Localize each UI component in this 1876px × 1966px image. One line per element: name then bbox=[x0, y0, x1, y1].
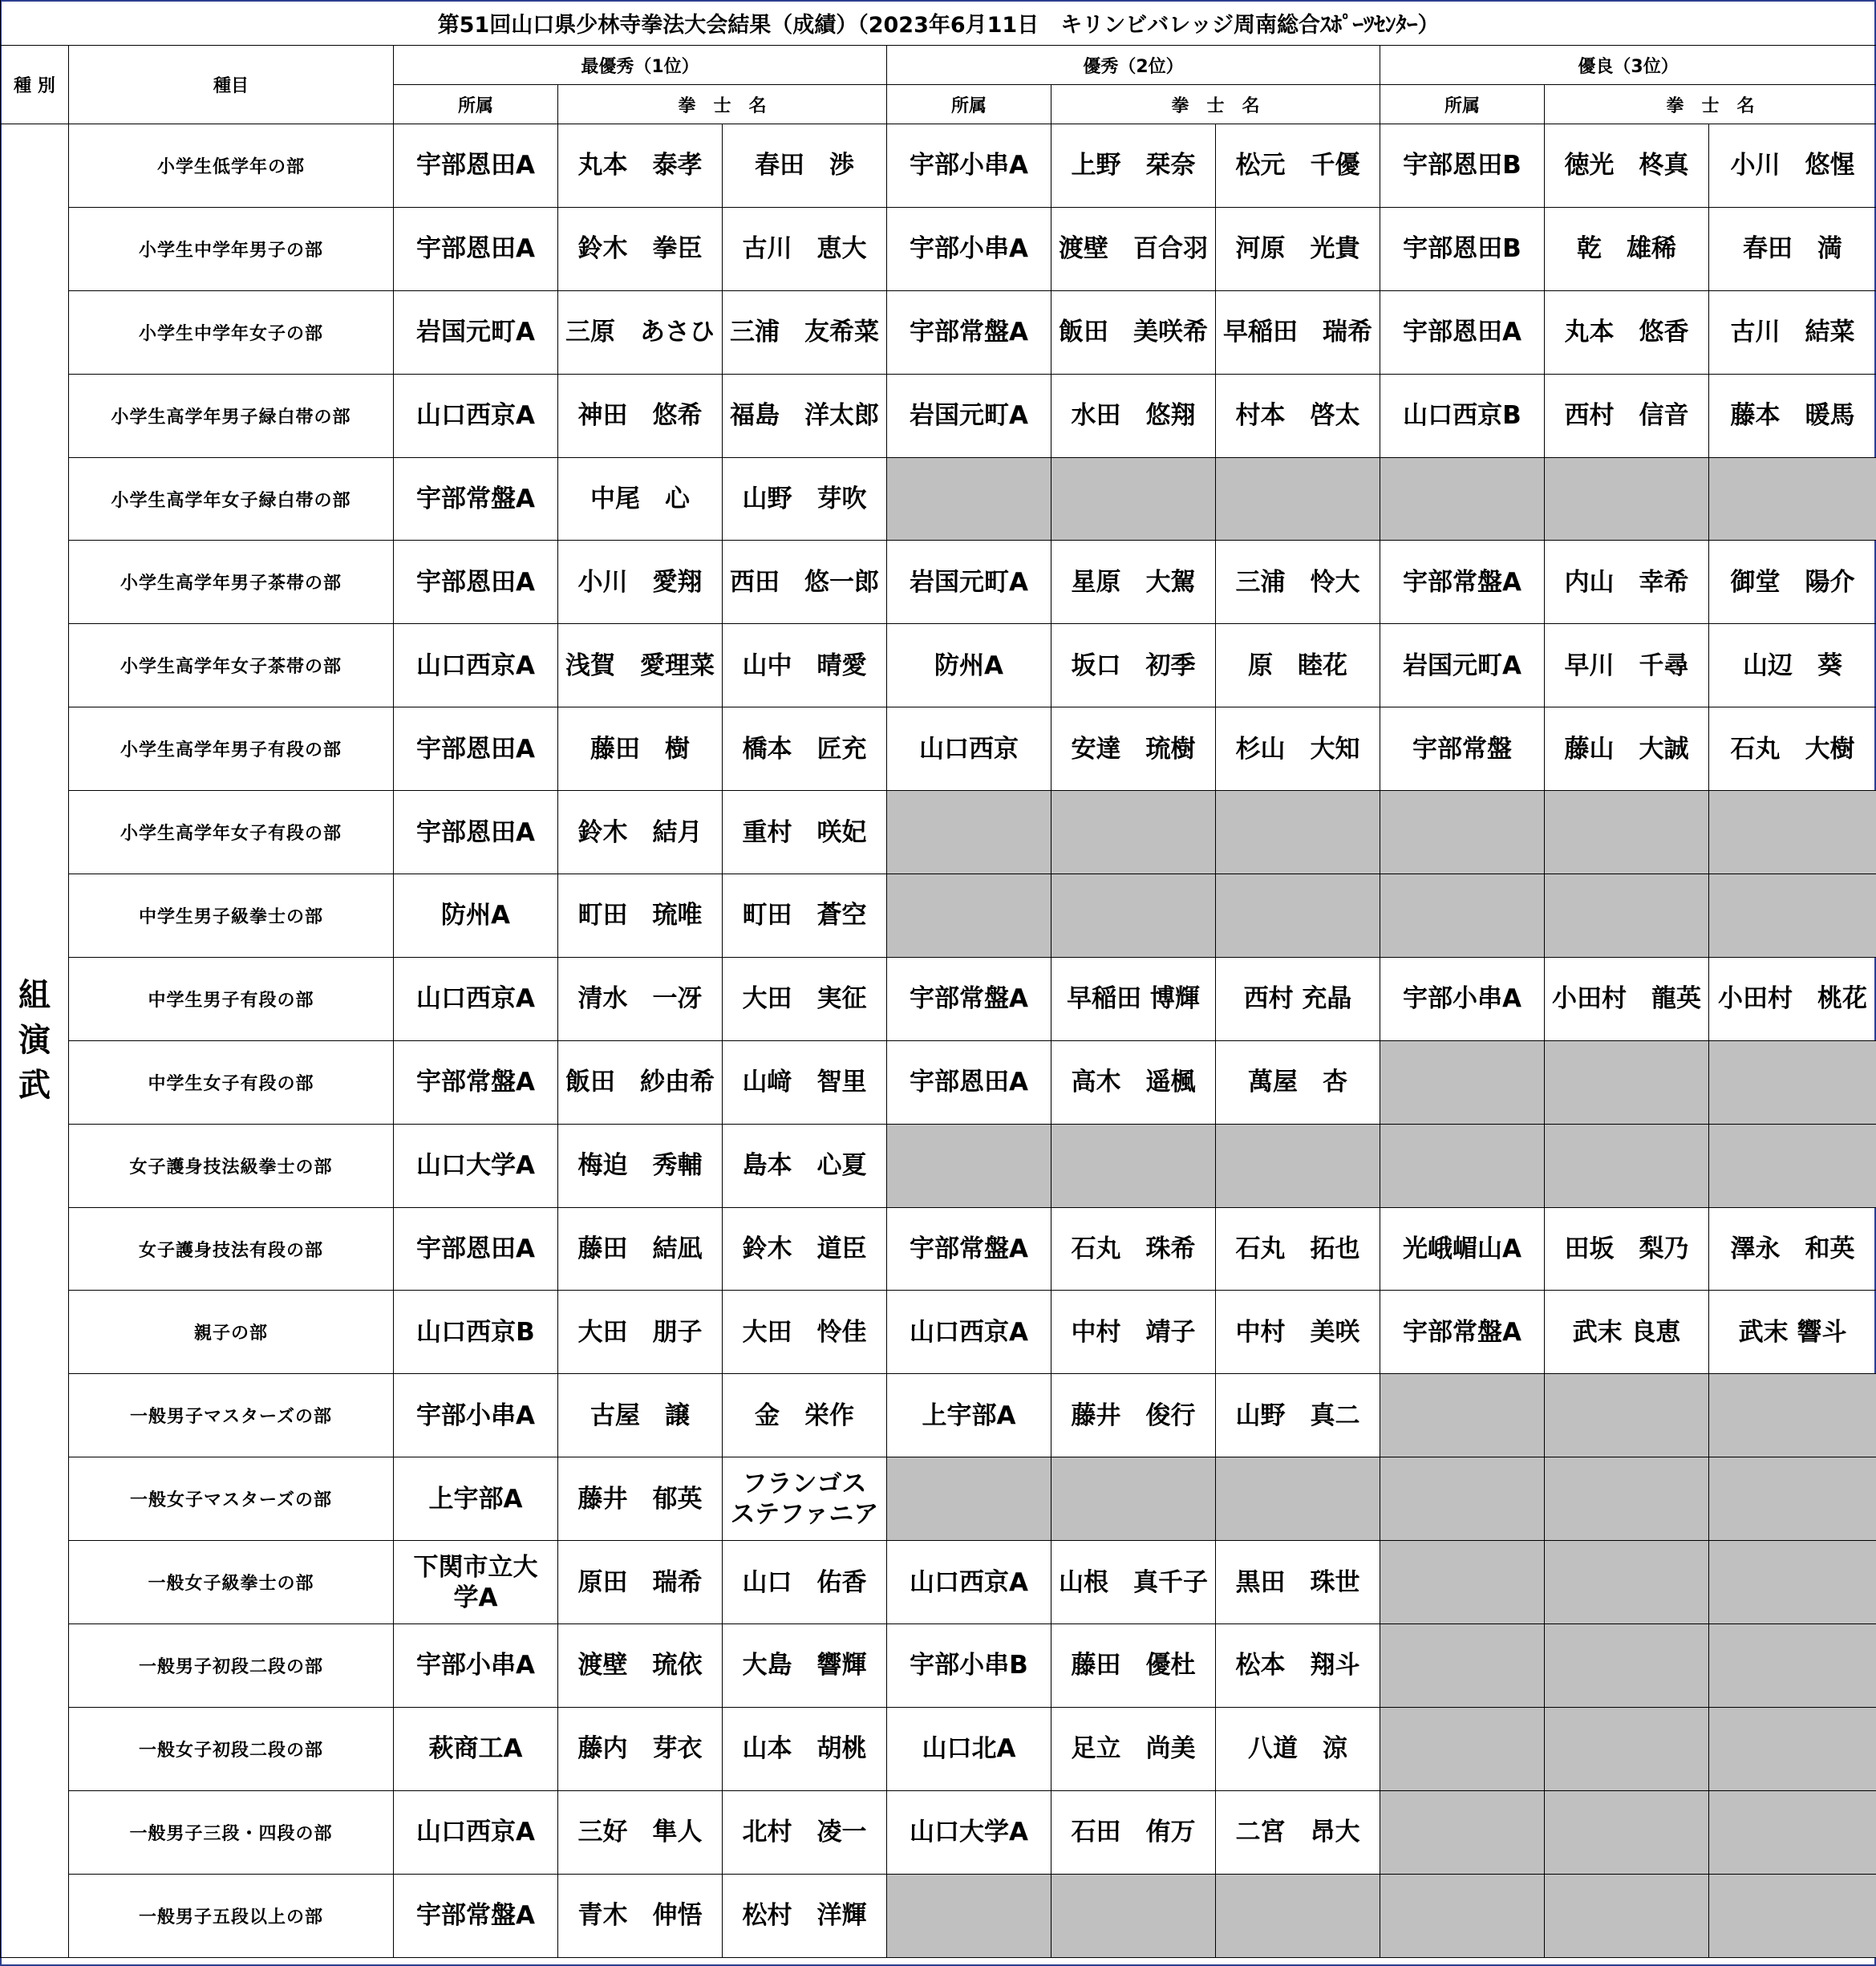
second-name-1 bbox=[1051, 1457, 1216, 1541]
third-name-1 bbox=[1545, 457, 1709, 541]
first-affiliation: 山口西京B bbox=[394, 1291, 558, 1374]
first-affiliation: 防州A bbox=[394, 874, 558, 958]
second-name-2: 石丸 拓也 bbox=[1216, 1207, 1380, 1291]
second-name-1: 安達 琉樹 bbox=[1051, 707, 1216, 791]
event-name: 小学生低学年の部 bbox=[69, 124, 394, 208]
first-affiliation: 宇部恩田A bbox=[394, 1207, 558, 1291]
third-name-2: 御堂 陽介 bbox=[1709, 541, 1876, 624]
event-name: 親子の部 bbox=[69, 1291, 394, 1374]
second-name-1: 水田 悠翔 bbox=[1051, 374, 1216, 457]
third-name-1 bbox=[1545, 1707, 1709, 1790]
second-name-1 bbox=[1051, 874, 1216, 958]
third-name-1 bbox=[1545, 1374, 1709, 1457]
table-row bbox=[1, 374, 1876, 457]
first-name-1: 清水 一冴 bbox=[558, 957, 723, 1040]
second-name-2 bbox=[1216, 874, 1380, 958]
first-name-1: 藤井 郁英 bbox=[558, 1457, 723, 1541]
third-affiliation: 宇部恩田B bbox=[1380, 207, 1545, 290]
first-affiliation: 山口西京A bbox=[394, 957, 558, 1040]
first-name-2: 大田 実征 bbox=[723, 957, 887, 1040]
table-row bbox=[1, 1541, 1876, 1624]
page-title: 第51回山口県少林寺拳法大会結果（成績）（2023年6月11日 キリンビバレッジ周南総合ｽﾎﾟｰﾂｾﾝﾀｰ） bbox=[1, 0, 1876, 46]
third-name-1 bbox=[1545, 791, 1709, 874]
third-affiliation bbox=[1380, 1124, 1545, 1207]
first-name-2: 西田 悠一郎 bbox=[723, 541, 887, 624]
table-row bbox=[1, 457, 1876, 541]
second-affiliation: 山口西京 bbox=[887, 707, 1051, 791]
third-affiliation: 宇部常盤A bbox=[1380, 541, 1545, 624]
third-affiliation bbox=[1380, 1040, 1545, 1124]
first-name-2: 山本 胡桃 bbox=[723, 1707, 887, 1790]
third-name-2: 小田村 桃花 bbox=[1709, 957, 1876, 1040]
second-name-2: 河原 光貴 bbox=[1216, 207, 1380, 290]
first-name-1: 古屋 譲 bbox=[558, 1374, 723, 1457]
event-name: 小学生中学年男子の部 bbox=[69, 207, 394, 290]
third-affiliation bbox=[1380, 1541, 1545, 1624]
third-affiliation bbox=[1380, 1624, 1545, 1708]
table-row bbox=[1, 707, 1876, 791]
second-affiliation: 宇部常盤A bbox=[887, 290, 1051, 374]
second-name-1: 坂口 初季 bbox=[1051, 624, 1216, 707]
first-name-2: 町田 蒼空 bbox=[723, 874, 887, 958]
third-affiliation bbox=[1380, 1457, 1545, 1541]
third-affiliation: 宇部恩田B bbox=[1380, 124, 1545, 208]
event-name: 小学生高学年男子有段の部 bbox=[69, 707, 394, 791]
third-name-1 bbox=[1545, 1624, 1709, 1708]
third-name-2 bbox=[1709, 791, 1876, 874]
table-row bbox=[1, 541, 1876, 624]
event-name: 小学生高学年男子緑白帯の部 bbox=[69, 374, 394, 457]
third-name-header: 拳 士 名 bbox=[1545, 85, 1876, 124]
second-name-2: 山野 真二 bbox=[1216, 1374, 1380, 1457]
first-affiliation: 宇部常盤A bbox=[394, 1040, 558, 1124]
first-name-2: 橋本 匠充 bbox=[723, 707, 887, 791]
event-name: 女子護身技法級拳士の部 bbox=[69, 1124, 394, 1207]
second-name-1: 中村 靖子 bbox=[1051, 1291, 1216, 1374]
second-name-2 bbox=[1216, 791, 1380, 874]
first-name-2: 大田 怜佳 bbox=[723, 1291, 887, 1374]
first-name-1: 渡壁 琉依 bbox=[558, 1624, 723, 1708]
third-name-2: 武末 響斗 bbox=[1709, 1291, 1876, 1374]
first-name-1: 原田 瑞希 bbox=[558, 1541, 723, 1624]
first-affiliation-header: 所属 bbox=[394, 85, 558, 124]
first-affiliation: 上宇部A bbox=[394, 1457, 558, 1541]
third-affiliation bbox=[1380, 1707, 1545, 1790]
first-affiliation: 山口西京A bbox=[394, 624, 558, 707]
table-row bbox=[1, 1040, 1876, 1124]
third-name-1: 藤山 大誠 bbox=[1545, 707, 1709, 791]
third-name-2: 澤永 和英 bbox=[1709, 1207, 1876, 1291]
second-name-2: 中村 美咲 bbox=[1216, 1291, 1380, 1374]
first-affiliation: 宇部恩田A bbox=[394, 541, 558, 624]
first-name-2: 山﨑 智里 bbox=[723, 1040, 887, 1124]
second-affiliation bbox=[887, 1457, 1051, 1541]
event-name: 小学生高学年女子茶帯の部 bbox=[69, 624, 394, 707]
third-name-2: 春田 満 bbox=[1709, 207, 1876, 290]
category-cell bbox=[1, 124, 69, 1958]
first-name-2: 大島 響輝 bbox=[723, 1624, 887, 1708]
second-name-1: 石丸 珠希 bbox=[1051, 1207, 1216, 1291]
first-name-1: 小川 愛翔 bbox=[558, 541, 723, 624]
second-affiliation: 山口西京A bbox=[887, 1541, 1051, 1624]
event-name: 中学生女子有段の部 bbox=[69, 1040, 394, 1124]
second-place-header: 優秀（2位） bbox=[887, 46, 1380, 85]
first-affiliation: 山口大学A bbox=[394, 1124, 558, 1207]
table-row bbox=[1, 1457, 1876, 1541]
second-name-2: 杉山 大知 bbox=[1216, 707, 1380, 791]
third-name-2 bbox=[1709, 457, 1876, 541]
first-name-2: 重村 咲妃 bbox=[723, 791, 887, 874]
third-affiliation: 宇部常盤 bbox=[1380, 707, 1545, 791]
event-name: 女子護身技法有段の部 bbox=[69, 1207, 394, 1291]
first-affiliation: 宇部恩田A bbox=[394, 707, 558, 791]
second-affiliation: 宇部常盤A bbox=[887, 957, 1051, 1040]
first-name-2: 金 栄作 bbox=[723, 1374, 887, 1457]
third-name-1: 小田村 龍英 bbox=[1545, 957, 1709, 1040]
first-name-1: 藤田 樹 bbox=[558, 707, 723, 791]
third-name-1: 武末 良恵 bbox=[1545, 1291, 1709, 1374]
table-row bbox=[1, 1124, 1876, 1207]
third-name-2 bbox=[1709, 1707, 1876, 1790]
first-name-2: 松村 洋輝 bbox=[723, 1874, 887, 1957]
second-name-2: 早稲田 瑞希 bbox=[1216, 290, 1380, 374]
first-affiliation: 下関市立大 学A bbox=[394, 1541, 558, 1624]
table-row bbox=[1, 124, 1876, 208]
third-name-1: 徳光 柊真 bbox=[1545, 124, 1709, 208]
event-name: 小学生高学年女子緑白帯の部 bbox=[69, 457, 394, 541]
third-affiliation: 宇部常盤A bbox=[1380, 1291, 1545, 1374]
event-name: 小学生中学年女子の部 bbox=[69, 290, 394, 374]
second-name-1: 山根 真千子 bbox=[1051, 1541, 1216, 1624]
event-name: 小学生高学年女子有段の部 bbox=[69, 791, 394, 874]
first-name-2: 福島 洋太郎 bbox=[723, 374, 887, 457]
first-name-1: 藤内 芽衣 bbox=[558, 1707, 723, 1790]
third-name-2: 藤本 暖馬 bbox=[1709, 374, 1876, 457]
table-row bbox=[1, 1207, 1876, 1291]
table-row bbox=[1, 874, 1876, 958]
kind-header: 種 別 bbox=[1, 46, 69, 124]
table-row bbox=[1, 791, 1876, 874]
second-affiliation bbox=[887, 457, 1051, 541]
first-name-1: 町田 琉唯 bbox=[558, 874, 723, 958]
event-name: 一般男子マスターズの部 bbox=[69, 1374, 394, 1457]
category-char: 演 bbox=[18, 1022, 51, 1060]
second-name-1: 早稲田 博輝 bbox=[1051, 957, 1216, 1040]
first-name-1: 丸本 泰孝 bbox=[558, 124, 723, 208]
first-affiliation: 宇部恩田A bbox=[394, 791, 558, 874]
event-name: 一般男子五段以上の部 bbox=[69, 1874, 394, 1957]
second-affiliation: 岩国元町A bbox=[887, 541, 1051, 624]
third-name-2 bbox=[1709, 1374, 1876, 1457]
second-affiliation: 宇部小串A bbox=[887, 124, 1051, 208]
first-name-2: 山口 佑香 bbox=[723, 1541, 887, 1624]
third-name-2 bbox=[1709, 1124, 1876, 1207]
first-name-2: 古川 恵大 bbox=[723, 207, 887, 290]
third-affiliation bbox=[1380, 457, 1545, 541]
second-name-2: 原 睦花 bbox=[1216, 624, 1380, 707]
third-name-1 bbox=[1545, 1124, 1709, 1207]
second-affiliation: 宇部恩田A bbox=[887, 1040, 1051, 1124]
second-name-2: 萬屋 杏 bbox=[1216, 1040, 1380, 1124]
table-row bbox=[1, 1790, 1876, 1874]
third-name-1: 早川 千尋 bbox=[1545, 624, 1709, 707]
second-affiliation bbox=[887, 1124, 1051, 1207]
second-name-2 bbox=[1216, 457, 1380, 541]
third-affiliation: 光峨嵋山A bbox=[1380, 1207, 1545, 1291]
first-name-1: 浅賀 愛理菜 bbox=[558, 624, 723, 707]
event-name: 一般女子級拳士の部 bbox=[69, 1541, 394, 1624]
third-name-2 bbox=[1709, 1541, 1876, 1624]
first-name-2: フランゴス ステファニア bbox=[723, 1457, 887, 1541]
third-name-2: 古川 結菜 bbox=[1709, 290, 1876, 374]
table-row bbox=[1, 290, 1876, 374]
third-name-2: 石丸 大樹 bbox=[1709, 707, 1876, 791]
third-name-1 bbox=[1545, 1874, 1709, 1957]
second-name-2: 三浦 怜大 bbox=[1216, 541, 1380, 624]
event-name: 一般男子三段・四段の部 bbox=[69, 1790, 394, 1874]
first-name-1: 鈴木 拳臣 bbox=[558, 207, 723, 290]
first-name-1: 中尾 心 bbox=[558, 457, 723, 541]
first-place-header: 最優秀（1位） bbox=[394, 46, 887, 85]
first-name-1: 大田 朋子 bbox=[558, 1291, 723, 1374]
category-char: 組 bbox=[18, 977, 51, 1015]
second-name-2: 松本 翔斗 bbox=[1216, 1624, 1380, 1708]
first-name-header: 拳 士 名 bbox=[558, 85, 887, 124]
second-affiliation: 宇部小串B bbox=[887, 1624, 1051, 1708]
first-name-2: 山中 晴愛 bbox=[723, 624, 887, 707]
third-place-header: 優良（3位） bbox=[1380, 46, 1876, 85]
third-name-1 bbox=[1545, 874, 1709, 958]
table-row bbox=[1, 624, 1876, 707]
first-name-1: 青木 伸悟 bbox=[558, 1874, 723, 1957]
second-name-1: 石田 侑万 bbox=[1051, 1790, 1216, 1874]
second-name-1 bbox=[1051, 457, 1216, 541]
second-name-2: 八道 涼 bbox=[1216, 1707, 1380, 1790]
second-affiliation: 上宇部A bbox=[887, 1374, 1051, 1457]
second-affiliation: 防州A bbox=[887, 624, 1051, 707]
third-name-1 bbox=[1545, 1040, 1709, 1124]
second-name-1: 藤田 優杜 bbox=[1051, 1624, 1216, 1708]
first-affiliation: 宇部恩田A bbox=[394, 124, 558, 208]
first-name-2: 山野 芽吹 bbox=[723, 457, 887, 541]
third-affiliation bbox=[1380, 1874, 1545, 1957]
second-name-1: 高木 遥楓 bbox=[1051, 1040, 1216, 1124]
third-name-2 bbox=[1709, 1040, 1876, 1124]
table-row bbox=[1, 1707, 1876, 1790]
first-affiliation: 宇部恩田A bbox=[394, 207, 558, 290]
first-name-2: 鈴木 道臣 bbox=[723, 1207, 887, 1291]
first-name-1: 藤田 結凪 bbox=[558, 1207, 723, 1291]
first-affiliation: 岩国元町A bbox=[394, 290, 558, 374]
second-name-1 bbox=[1051, 1874, 1216, 1957]
first-name-1: 神田 悠希 bbox=[558, 374, 723, 457]
table-row bbox=[1, 1291, 1876, 1374]
third-name-1: 乾 雄稀 bbox=[1545, 207, 1709, 290]
table-row bbox=[1, 1624, 1876, 1708]
third-name-2: 小川 悠惺 bbox=[1709, 124, 1876, 208]
third-name-1: 丸本 悠香 bbox=[1545, 290, 1709, 374]
third-affiliation-header: 所属 bbox=[1380, 85, 1545, 124]
first-name-1: 梅迫 秀輔 bbox=[558, 1124, 723, 1207]
third-name-1: 内山 幸希 bbox=[1545, 541, 1709, 624]
event-name: 小学生高学年男子茶帯の部 bbox=[69, 541, 394, 624]
event-name: 中学生男子有段の部 bbox=[69, 957, 394, 1040]
first-affiliation: 宇部小串A bbox=[394, 1374, 558, 1457]
second-affiliation bbox=[887, 791, 1051, 874]
second-affiliation bbox=[887, 1874, 1051, 1957]
event-name: 一般女子マスターズの部 bbox=[69, 1457, 394, 1541]
first-affiliation: 山口西京A bbox=[394, 1790, 558, 1874]
third-affiliation: 宇部恩田A bbox=[1380, 290, 1545, 374]
third-name-2 bbox=[1709, 1457, 1876, 1541]
second-name-2: 村本 啓太 bbox=[1216, 374, 1380, 457]
third-affiliation: 宇部小串A bbox=[1380, 957, 1545, 1040]
second-name-2 bbox=[1216, 1457, 1380, 1541]
first-name-2: 北村 凌一 bbox=[723, 1790, 887, 1874]
first-name-2: 春田 渉 bbox=[723, 124, 887, 208]
event-name: 一般女子初段二段の部 bbox=[69, 1707, 394, 1790]
third-name-2 bbox=[1709, 1790, 1876, 1874]
table-row bbox=[1, 1374, 1876, 1457]
third-affiliation bbox=[1380, 1790, 1545, 1874]
first-name-1: 三好 隼人 bbox=[558, 1790, 723, 1874]
second-affiliation: 山口大学A bbox=[887, 1790, 1051, 1874]
second-name-2 bbox=[1216, 1124, 1380, 1207]
second-affiliation: 岩国元町A bbox=[887, 374, 1051, 457]
first-affiliation: 宇部常盤A bbox=[394, 1874, 558, 1957]
second-affiliation: 山口北A bbox=[887, 1707, 1051, 1790]
third-name-2: 山辺 葵 bbox=[1709, 624, 1876, 707]
second-name-2: 松元 千優 bbox=[1216, 124, 1380, 208]
first-name-2: 島本 心夏 bbox=[723, 1124, 887, 1207]
third-affiliation: 岩国元町A bbox=[1380, 624, 1545, 707]
first-affiliation: 萩商工A bbox=[394, 1707, 558, 1790]
first-name-1: 三原 あさひ bbox=[558, 290, 723, 374]
table-row bbox=[1, 957, 1876, 1040]
third-name-2 bbox=[1709, 874, 1876, 958]
second-affiliation bbox=[887, 874, 1051, 958]
first-affiliation: 宇部小串A bbox=[394, 1624, 558, 1708]
table-row bbox=[1, 207, 1876, 290]
table-row bbox=[1, 1874, 1876, 1957]
second-affiliation: 山口西京A bbox=[887, 1291, 1051, 1374]
third-name-1: 田坂 梨乃 bbox=[1545, 1207, 1709, 1291]
second-name-1 bbox=[1051, 791, 1216, 874]
third-affiliation bbox=[1380, 791, 1545, 874]
second-name-1 bbox=[1051, 1124, 1216, 1207]
second-name-2: 西村 充晶 bbox=[1216, 957, 1380, 1040]
second-name-1: 渡壁 百合羽 bbox=[1051, 207, 1216, 290]
first-name-2: 三浦 友希菜 bbox=[723, 290, 887, 374]
first-name-1: 飯田 紗由希 bbox=[558, 1040, 723, 1124]
third-name-1 bbox=[1545, 1790, 1709, 1874]
third-name-2 bbox=[1709, 1874, 1876, 1957]
event-header: 種目 bbox=[69, 46, 394, 124]
second-affiliation: 宇部常盤A bbox=[887, 1207, 1051, 1291]
event-name: 中学生男子級拳士の部 bbox=[69, 874, 394, 958]
second-name-1: 飯田 美咲希 bbox=[1051, 290, 1216, 374]
second-name-header: 拳 士 名 bbox=[1051, 85, 1380, 124]
second-name-1: 足立 尚美 bbox=[1051, 1707, 1216, 1790]
third-affiliation: 山口西京B bbox=[1380, 374, 1545, 457]
event-name: 一般男子初段二段の部 bbox=[69, 1624, 394, 1708]
second-name-2 bbox=[1216, 1874, 1380, 1957]
second-name-1: 藤井 俊行 bbox=[1051, 1374, 1216, 1457]
second-name-1: 上野 栞奈 bbox=[1051, 124, 1216, 208]
third-name-1 bbox=[1545, 1541, 1709, 1624]
third-name-1: 西村 信音 bbox=[1545, 374, 1709, 457]
third-affiliation bbox=[1380, 1374, 1545, 1457]
second-name-2: 黒田 珠世 bbox=[1216, 1541, 1380, 1624]
third-name-2 bbox=[1709, 1624, 1876, 1708]
first-affiliation: 宇部常盤A bbox=[394, 457, 558, 541]
category-char: 武 bbox=[18, 1067, 51, 1105]
second-affiliation-header: 所属 bbox=[887, 85, 1051, 124]
second-affiliation: 宇部小串A bbox=[887, 207, 1051, 290]
first-affiliation: 山口西京A bbox=[394, 374, 558, 457]
third-affiliation bbox=[1380, 874, 1545, 958]
second-name-2: 二宮 昂大 bbox=[1216, 1790, 1380, 1874]
third-name-1 bbox=[1545, 1457, 1709, 1541]
second-name-1: 星原 大駕 bbox=[1051, 541, 1216, 624]
first-name-1: 鈴木 結月 bbox=[558, 791, 723, 874]
